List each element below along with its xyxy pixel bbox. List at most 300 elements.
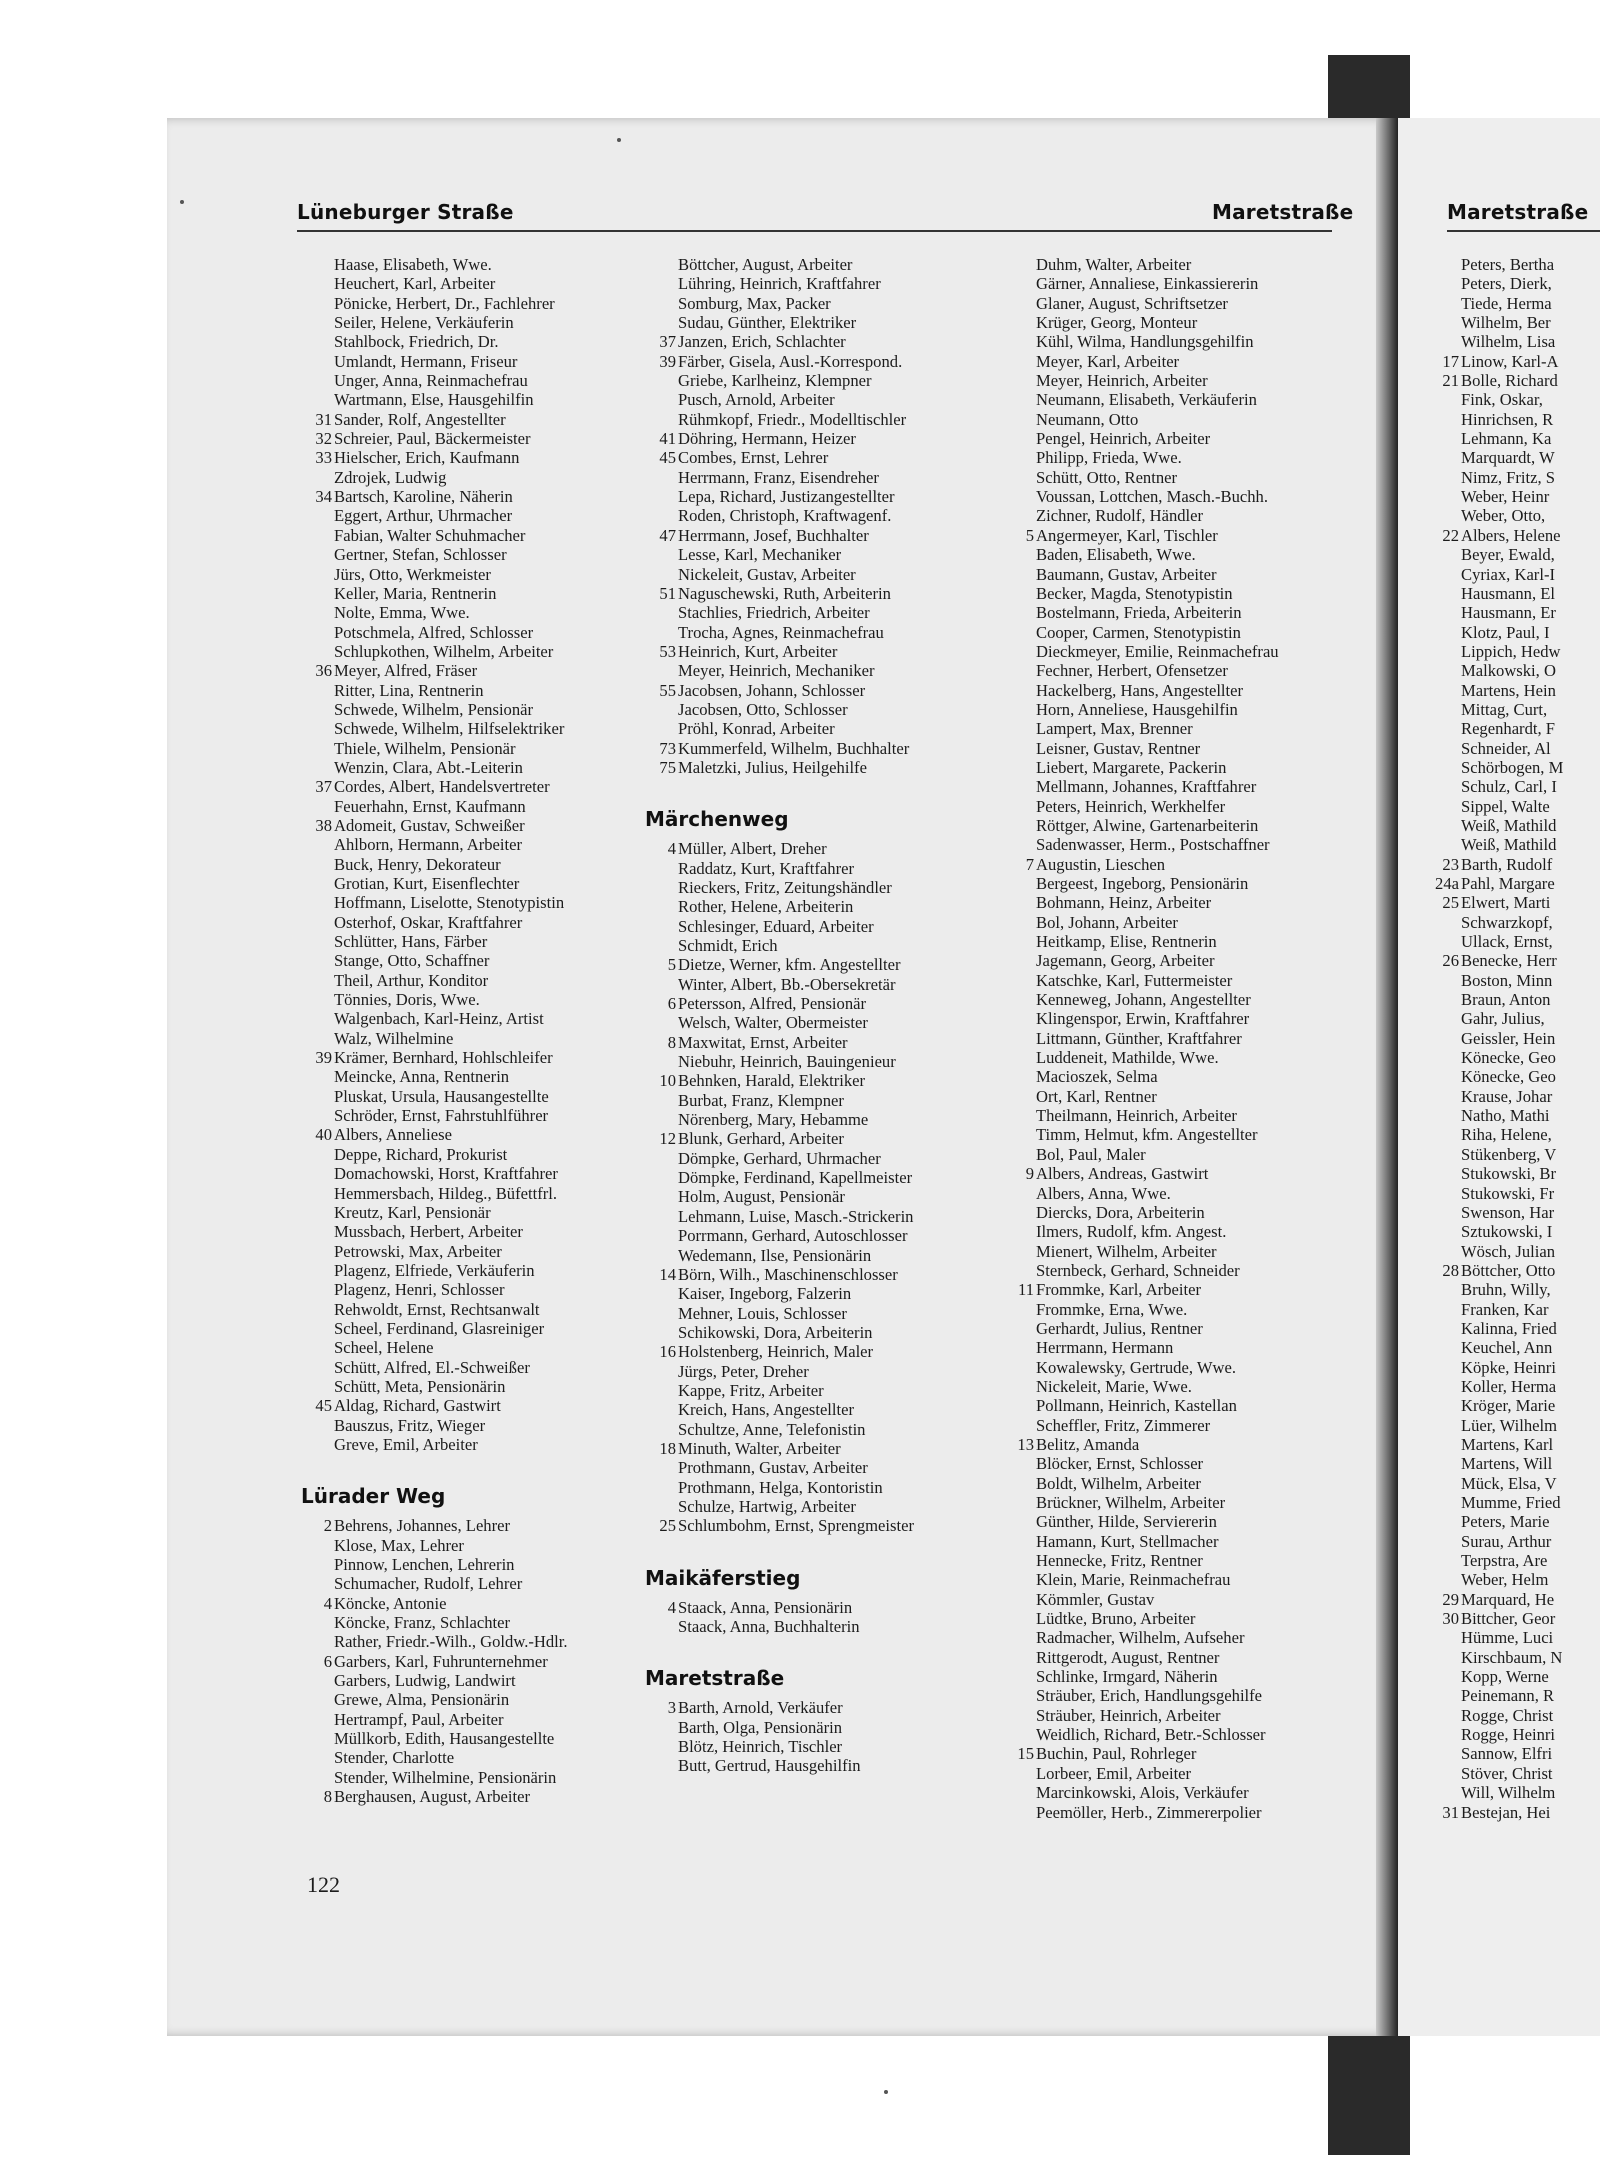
resident-entry [1000, 1280, 1350, 1299]
resident-name: Hemmersbach, Hildeg., Büfettfrl. [334, 1183, 558, 1203]
resident-entry [1425, 1145, 1600, 1164]
house-number: 10 [659, 1071, 676, 1091]
resident-entry [298, 1787, 638, 1806]
resident-entry [1000, 1570, 1350, 1589]
resident-entry [642, 1013, 992, 1032]
resident-name: Brückner, Wilhelm, Arbeiter [1036, 1493, 1226, 1512]
resident-entry [298, 1242, 638, 1261]
resident-entry [1000, 274, 1350, 293]
resident-entry [298, 526, 638, 545]
resident-name: Döhring, Hermann, Heizer [678, 429, 856, 449]
resident-name: Ritter, Lina, Rentnerin [334, 680, 484, 700]
resident-entry [1000, 1435, 1350, 1454]
resident-name: Hamann, Kurt, Stellmacher [1036, 1531, 1219, 1551]
resident-entry [1425, 1803, 1600, 1822]
house-number: 31 [1442, 1802, 1459, 1822]
resident-name: Petrowski, Max, Arbeiter [334, 1241, 502, 1261]
resident-entry [1425, 1300, 1600, 1319]
resident-entry [1425, 681, 1600, 700]
resident-entry [642, 642, 992, 661]
resident-name: Sztukowski, I [1461, 1222, 1553, 1242]
resident-name: Gertner, Stefan, Schlosser [334, 545, 507, 565]
resident-name: Marcinkowski, Alois, Verkäufer [1036, 1783, 1249, 1803]
resident-name: Weber, Helm [1461, 1570, 1549, 1590]
resident-entry [1425, 506, 1600, 525]
resident-entry [1425, 642, 1600, 661]
resident-entry [1425, 1087, 1600, 1106]
resident-entry [298, 1768, 638, 1787]
resident-entry [1425, 294, 1600, 313]
resident-entry [298, 1729, 638, 1748]
resident-name: Mück, Elsa, V [1461, 1473, 1557, 1493]
resident-name: Geissler, Hein [1461, 1028, 1556, 1048]
resident-entry [642, 390, 992, 409]
resident-entry [1000, 642, 1350, 661]
resident-name: Rother, Helene, Arbeiterin [678, 897, 854, 917]
resident-name: Hinrichsen, R [1461, 409, 1554, 429]
resident-name: Schwede, Wilhelm, Hilfselektriker [334, 719, 565, 739]
resident-entry [1000, 1009, 1350, 1028]
resident-entry [642, 1149, 992, 1168]
resident-entry [298, 1087, 638, 1106]
resident-entry [1000, 526, 1350, 545]
resident-name: Elwert, Marti [1461, 893, 1551, 913]
resident-name: Bostelmann, Frieda, Arbeiterin [1036, 603, 1242, 623]
resident-name: Voussan, Lottchen, Masch.-Buchh. [1036, 487, 1268, 507]
resident-entry [298, 313, 638, 332]
resident-name: Wartmann, Else, Hausgehilfin [334, 390, 534, 410]
resident-entry [642, 1129, 992, 1148]
resident-name: Peters, Bertha [1461, 255, 1555, 274]
resident-name: Horn, Anneliese, Hausgehilfin [1036, 699, 1238, 719]
house-number: 73 [659, 738, 676, 758]
resident-entry [298, 274, 638, 293]
resident-entry [1425, 1783, 1600, 1802]
resident-name: Meyer, Heinrich, Mechaniker [678, 661, 875, 681]
resident-name: Rittgerodt, August, Rentner [1036, 1647, 1220, 1667]
resident-entry [1425, 1125, 1600, 1144]
resident-name: Lüer, Wilhelm [1461, 1415, 1558, 1435]
resident-entry [1425, 661, 1600, 680]
resident-name: Scheel, Helene [334, 1338, 434, 1358]
resident-entry [642, 487, 992, 506]
resident-name: Lampert, Max, Brenner [1036, 719, 1193, 739]
resident-name: Herrmann, Hermann [1036, 1338, 1174, 1358]
resident-entry [298, 1632, 638, 1651]
resident-entry [1000, 1358, 1350, 1377]
resident-entry [642, 1323, 992, 1342]
resident-name: Pröhl, Konrad, Arbeiter [678, 719, 835, 739]
resident-name: Sträuber, Erich, Handlungsgehilfe [1036, 1686, 1263, 1706]
resident-name: Prothmann, Helga, Kontoristin [678, 1477, 883, 1497]
resident-entry [298, 1377, 638, 1396]
resident-entry [1425, 1261, 1600, 1280]
resident-entry [1000, 1725, 1350, 1744]
resident-name: Philipp, Frieda, Wwe. [1036, 448, 1182, 468]
resident-entry [1425, 1009, 1600, 1028]
resident-name: Butt, Gertrud, Hausgehilfin [678, 1756, 861, 1776]
resident-entry [642, 1091, 992, 1110]
resident-entry [1425, 1725, 1600, 1744]
resident-name: Natho, Mathi [1461, 1106, 1550, 1126]
resident-entry [1425, 1184, 1600, 1203]
resident-entry [298, 487, 638, 506]
resident-name: Lesse, Karl, Mechaniker [678, 545, 842, 565]
house-number: 9 [1025, 1164, 1034, 1184]
street-heading: Maretstraße [645, 1666, 785, 1691]
resident-name: Pluskat, Ursula, Hausangestellte [334, 1086, 549, 1106]
resident-entry [642, 1207, 992, 1226]
resident-name: Unger, Anna, Reinmachefrau [334, 371, 528, 391]
house-number: 34 [315, 487, 332, 507]
resident-entry [1425, 1222, 1600, 1241]
resident-name: Schwede, Wilhelm, Pensionär [334, 699, 534, 719]
resident-name: Krause, Johar [1461, 1086, 1553, 1106]
resident-name: Mienert, Wilhelm, Arbeiter [1036, 1241, 1217, 1261]
street-heading: Lürader Weg [301, 1484, 446, 1509]
resident-entry [1425, 1570, 1600, 1589]
resident-entry [298, 777, 638, 796]
resident-entry [298, 255, 638, 274]
resident-name: Niebuhr, Heinrich, Bauingenieur [678, 1052, 896, 1072]
resident-name: Meyer, Heinrich, Arbeiter [1036, 371, 1208, 391]
resident-name: Gärner, Annaliese, Einkassiererin [1036, 274, 1259, 294]
resident-entry [1000, 294, 1350, 313]
resident-name: Schröder, Ernst, Fahrstuhlführer [334, 1106, 549, 1126]
resident-entry [642, 1110, 992, 1129]
resident-name: Schlumbohm, Ernst, Sprengmeister [678, 1516, 914, 1536]
house-number: 25 [659, 1516, 676, 1536]
resident-entry [1000, 1706, 1350, 1725]
resident-name: Gahr, Julius, [1461, 1009, 1545, 1029]
resident-name: Hennecke, Fritz, Rentner [1036, 1551, 1203, 1571]
resident-name: Scheel, Ferdinand, Glasreiniger [334, 1318, 545, 1338]
resident-entry [1425, 1416, 1600, 1435]
house-number: 39 [659, 351, 676, 371]
resident-name: Umlandt, Hermann, Friseur [334, 351, 518, 371]
resident-entry [642, 839, 992, 858]
resident-name: Augustin, Lieschen [1036, 854, 1166, 874]
resident-name: Bittcher, Geor [1461, 1609, 1556, 1629]
resident-name: Kappe, Fritz, Arbeiter [678, 1380, 824, 1400]
resident-name: Jürs, Otto, Werkmeister [334, 564, 491, 584]
directory-column-1 [298, 255, 638, 1806]
house-number: 37 [659, 332, 676, 352]
resident-entry [298, 1029, 638, 1048]
resident-name: Adomeit, Gustav, Schweißer [334, 815, 525, 835]
resident-entry [642, 1718, 992, 1737]
resident-entry [1000, 1261, 1350, 1280]
resident-name: Färber, Gisela, Ausl.-Korrespond. [678, 351, 903, 371]
resident-name: Scheffler, Fritz, Zimmerer [1036, 1415, 1211, 1435]
resident-name: Kreutz, Karl, Pensionär [334, 1202, 491, 1222]
resident-entry [1000, 371, 1350, 390]
resident-entry [298, 371, 638, 390]
header-rule [297, 230, 1332, 232]
resident-entry [642, 1617, 992, 1636]
house-number: 21 [1442, 371, 1459, 391]
resident-name: Cooper, Carmen, Stenotypistin [1036, 622, 1241, 642]
resident-entry [298, 1690, 638, 1709]
resident-name: Peinemann, R [1461, 1686, 1555, 1706]
resident-name: Walz, Wilhelmine [334, 1028, 454, 1048]
resident-name: Surau, Arthur [1461, 1531, 1552, 1551]
resident-entry [1000, 565, 1350, 584]
resident-name: Bohmann, Heinz, Arbeiter [1036, 893, 1212, 913]
resident-name: Pahl, Margare [1461, 874, 1555, 893]
resident-entry [1425, 700, 1600, 719]
resident-entry [1000, 758, 1350, 777]
resident-entry [1000, 584, 1350, 603]
resident-name: Macioszek, Selma [1036, 1067, 1158, 1087]
resident-name: Boston, Minn [1461, 970, 1553, 990]
resident-name: Meyer, Karl, Arbeiter [1036, 351, 1180, 371]
house-number: 6 [323, 1651, 332, 1671]
street-heading: Märchenweg [645, 807, 789, 832]
resident-name: Rehwoldt, Ernst, Rechtsanwalt [334, 1299, 540, 1319]
resident-entry [298, 1555, 638, 1574]
resident-name: Minuth, Walter, Arbeiter [678, 1438, 841, 1458]
resident-name: Littmann, Günther, Kraftfahrer [1036, 1028, 1242, 1048]
resident-name: Maletzki, Julius, Heilgehilfe [678, 757, 867, 777]
resident-entry [298, 1516, 638, 1535]
resident-entry [642, 506, 992, 525]
resident-entry [1000, 932, 1350, 951]
resident-name: Schulze, Hartwig, Arbeiter [678, 1496, 856, 1516]
resident-name: Köpke, Heinri [1461, 1357, 1556, 1377]
resident-entry [1000, 681, 1350, 700]
resident-entry [298, 835, 638, 854]
resident-entry [298, 1338, 638, 1357]
house-number: 13 [1017, 1434, 1034, 1454]
resident-entry [1425, 1358, 1600, 1377]
resident-name: Behnken, Harald, Elektriker [678, 1071, 866, 1091]
resident-entry [298, 1435, 638, 1454]
resident-name: Schlütter, Hans, Färber [334, 932, 488, 952]
resident-entry [298, 1261, 638, 1280]
resident-name: Kreich, Hans, Angestellter [678, 1400, 855, 1420]
resident-entry [1425, 951, 1600, 970]
resident-entry [1000, 1416, 1350, 1435]
resident-name: Bol, Johann, Arbeiter [1036, 912, 1178, 932]
resident-name: Martens, Karl [1461, 1434, 1554, 1454]
resident-entry [642, 719, 992, 738]
resident-name: Mittag, Curt, [1461, 699, 1548, 719]
resident-entry [298, 1671, 638, 1690]
resident-name: Becker, Magda, Stenotypistin [1036, 583, 1233, 603]
resident-name: Winter, Albert, Bb.-Obersekretär [678, 974, 896, 994]
resident-entry [298, 719, 638, 738]
resident-name: Pollmann, Heinrich, Kastellan [1036, 1396, 1237, 1416]
resident-name: Könecke, Geo [1461, 1067, 1556, 1087]
house-number: 75 [659, 757, 676, 777]
resident-entry [642, 603, 992, 622]
resident-entry [642, 545, 992, 564]
resident-entry [1000, 661, 1350, 680]
resident-name: Tiede, Herma [1461, 293, 1552, 313]
resident-entry [298, 468, 638, 487]
resident-entry [1000, 1493, 1350, 1512]
resident-entry [1425, 855, 1600, 874]
resident-entry [298, 661, 638, 680]
resident-name: Pengel, Heinrich, Arbeiter [1036, 429, 1211, 449]
resident-entry [642, 897, 992, 916]
resident-entry [642, 758, 992, 777]
house-number: 55 [659, 680, 676, 700]
resident-entry [298, 1222, 638, 1241]
resident-entry [642, 623, 992, 642]
house-number: 23 [1442, 854, 1459, 874]
resident-entry [1000, 1106, 1350, 1125]
resident-name: Swenson, Har [1461, 1202, 1555, 1222]
resident-name: Klingenspor, Erwin, Kraftfahrer [1036, 1009, 1250, 1029]
resident-name: Koller, Herma [1461, 1376, 1557, 1396]
resident-entry [642, 878, 992, 897]
resident-name: Dieckmeyer, Emilie, Reinmachefrau [1036, 641, 1279, 661]
house-number: 26 [1442, 951, 1459, 971]
resident-entry [1425, 623, 1600, 642]
resident-entry [298, 1184, 638, 1203]
resident-entry [642, 1737, 992, 1756]
resident-name: Theil, Arthur, Konditor [334, 970, 489, 990]
resident-name: Kummerfeld, Wilhelm, Buchhalter [678, 738, 910, 758]
resident-name: Kenneweg, Johann, Angestellter [1036, 990, 1251, 1010]
resident-entry [1000, 1125, 1350, 1144]
resident-name: Blöcker, Ernst, Schlosser [1036, 1454, 1204, 1474]
resident-entry [1425, 448, 1600, 467]
resident-name: Holm, August, Pensionär [678, 1187, 845, 1207]
resident-name: Frommke, Karl, Arbeiter [1036, 1280, 1201, 1300]
resident-name: Feuerhahn, Ernst, Kaufmann [334, 796, 526, 816]
resident-name: Börn, Wilh., Maschinenschlosser [678, 1264, 898, 1284]
resident-entry [642, 1698, 992, 1717]
resident-entry [642, 859, 992, 878]
resident-entry [1000, 1087, 1350, 1106]
resident-entry [642, 1265, 992, 1284]
resident-name: Staack, Anna, Buchhalterin [678, 1617, 860, 1636]
resident-entry [1000, 1803, 1350, 1822]
resident-name: Bol, Paul, Maler [1036, 1144, 1146, 1164]
resident-entry [1425, 1048, 1600, 1067]
resident-name: Sudau, Günther, Elektriker [678, 313, 857, 333]
resident-entry [642, 448, 992, 467]
resident-name: Peters, Heinrich, Werkhelfer [1036, 796, 1226, 816]
resident-entry [1000, 1319, 1350, 1338]
resident-entry [1000, 448, 1350, 467]
resident-entry [298, 855, 638, 874]
house-number: 51 [659, 583, 676, 603]
resident-entry [1000, 971, 1350, 990]
resident-name: Sander, Rolf, Angestellter [334, 409, 506, 429]
resident-name: Staack, Anna, Pensionärin [678, 1597, 853, 1617]
resident-name: Hümme, Luci [1461, 1628, 1554, 1648]
resident-entry [1425, 1396, 1600, 1415]
resident-name: Hausmann, El [1461, 583, 1556, 603]
resident-entry [1000, 1203, 1350, 1222]
resident-name: Haase, Elisabeth, Wwe. [334, 255, 492, 274]
resident-entry [1425, 913, 1600, 932]
resident-entry [298, 506, 638, 525]
resident-entry [642, 936, 992, 955]
street-heading: Maikäferstieg [645, 1565, 801, 1590]
resident-entry [298, 1416, 638, 1435]
resident-entry [1425, 1667, 1600, 1686]
resident-name: Müllkorb, Edith, Hausangestellte [334, 1729, 555, 1749]
resident-name: Weiß, Mathild [1461, 835, 1557, 855]
resident-entry [1425, 1319, 1600, 1338]
house-number: 4 [323, 1593, 332, 1613]
resident-name: Gerhardt, Julius, Rentner [1036, 1318, 1203, 1338]
resident-name: Radmacher, Wilhelm, Aufseher [1036, 1628, 1245, 1648]
resident-entry [1425, 371, 1600, 390]
resident-entry [1000, 1783, 1350, 1802]
resident-name: Pinnow, Lenchen, Lehrerin [334, 1555, 515, 1574]
resident-name: Diercks, Dora, Arbeiterin [1036, 1202, 1205, 1222]
resident-name: Theilmann, Heinrich, Arbeiter [1036, 1106, 1237, 1126]
resident-entry [1425, 429, 1600, 448]
resident-name: Heuchert, Karl, Arbeiter [334, 274, 496, 294]
resident-name: Hielscher, Erich, Kaufmann [334, 448, 520, 468]
resident-entry [1000, 1551, 1350, 1570]
resident-name: Lorbeer, Emil, Arbeiter [1036, 1763, 1192, 1783]
resident-entry [642, 1420, 992, 1439]
resident-name: Ilmers, Rudolf, kfm. Angest. [1036, 1222, 1227, 1242]
running-head-right: Maretstraße [1212, 200, 1354, 224]
resident-entry [298, 913, 638, 932]
resident-name: Ort, Karl, Rentner [1036, 1086, 1157, 1106]
resident-name: Maxwitat, Ernst, Arbeiter [678, 1032, 848, 1052]
resident-name: Plagenz, Elfriede, Verkäuferin [334, 1260, 535, 1280]
resident-name: Schultze, Anne, Telefonistin [678, 1419, 866, 1439]
resident-name: Wenzin, Clara, Abt.-Leiterin [334, 757, 523, 777]
resident-name: Klotz, Paul, I [1461, 622, 1550, 642]
resident-entry [1000, 893, 1350, 912]
resident-entry [1000, 1628, 1350, 1647]
resident-name: Mehner, Louis, Schlosser [678, 1303, 847, 1323]
resident-entry [1425, 1435, 1600, 1454]
house-number: 16 [659, 1342, 676, 1362]
resident-name: Mumme, Fried [1461, 1493, 1561, 1512]
resident-name: Nolte, Emma, Wwe. [334, 603, 470, 623]
resident-entry [1425, 990, 1600, 1009]
resident-name: Wedemann, Ilse, Pensionärin [678, 1245, 872, 1265]
resident-name: Blötz, Heinrich, Tischler [678, 1737, 843, 1757]
resident-name: Peters, Dierk, [1461, 274, 1552, 294]
resident-entry [298, 352, 638, 371]
resident-name: Will, Wilhelm [1461, 1783, 1556, 1803]
resident-name: Dietze, Werner, kfm. Angestellter [678, 955, 901, 975]
resident-name: Martens, Will [1461, 1454, 1553, 1474]
resident-entry [298, 1300, 638, 1319]
resident-entry [1425, 1764, 1600, 1783]
resident-entry [298, 545, 638, 564]
resident-name: Katschke, Karl, Futtermeister [1036, 970, 1233, 990]
resident-entry [642, 1246, 992, 1265]
resident-name: Wilhelm, Lisa [1461, 332, 1556, 352]
resident-entry [1425, 971, 1600, 990]
resident-entry [1425, 1203, 1600, 1222]
resident-entry [1000, 1222, 1350, 1241]
resident-name: Sträuber, Heinrich, Arbeiter [1036, 1705, 1221, 1725]
resident-entry [1000, 603, 1350, 622]
resident-entry [642, 332, 992, 351]
resident-name: Riha, Helene, [1461, 1125, 1552, 1145]
resident-name: Porrmann, Gerhard, Autoschlosser [678, 1226, 908, 1246]
resident-entry [642, 1458, 992, 1477]
house-number: 5 [1025, 525, 1034, 545]
resident-name: Schneider, Al [1461, 738, 1551, 758]
house-number: 15 [1017, 1744, 1034, 1764]
